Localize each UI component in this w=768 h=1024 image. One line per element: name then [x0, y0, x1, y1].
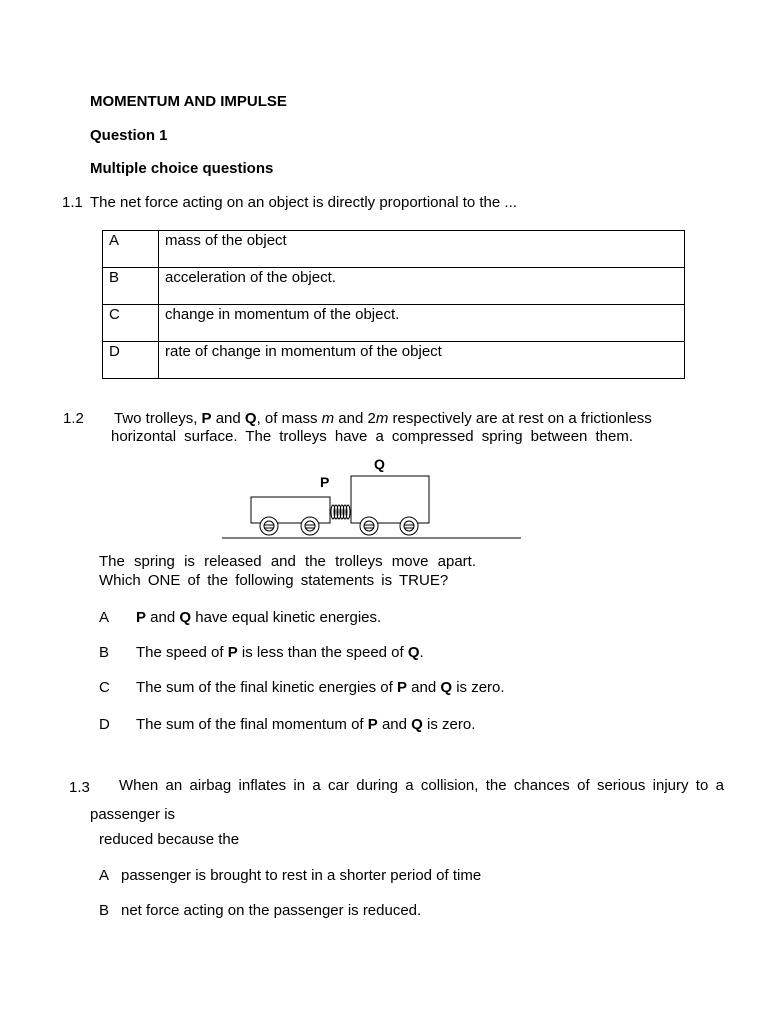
option-letter-a: A — [99, 867, 110, 884]
wheel — [260, 517, 278, 535]
option-text: acceleration of the object. — [159, 268, 685, 305]
option-text-a: passenger is brought to rest in a shorter period of time — [121, 867, 482, 884]
wheel — [360, 517, 378, 535]
question-number-1-1: 1.1 — [62, 194, 83, 211]
option-text-a: P and Q have equal kinetic energies. — [136, 609, 382, 626]
option-text-c: The sum of the final kinetic energies of P and Q is zero. — [136, 679, 505, 696]
option-row-a — [103, 231, 685, 268]
option-letter: A — [103, 231, 159, 268]
option-letter-c: C — [99, 679, 110, 696]
label-q: Q — [374, 456, 385, 472]
options-table-1-1 — [102, 230, 685, 379]
option-letter: B — [103, 268, 159, 305]
page-title: MOMENTUM AND IMPULSE — [90, 93, 287, 110]
option-letter-a: A — [99, 609, 110, 626]
question-stem-1-3-line3: reduced because the — [99, 831, 240, 848]
wheel — [400, 517, 418, 535]
question-number-1-3: 1.3 — [69, 779, 90, 796]
option-letter-d: D — [99, 716, 110, 733]
question-1-2-after-line2: Which ONE of the following statements is TRUE? — [99, 572, 449, 589]
option-text: change in momentum of the object. — [159, 305, 685, 342]
question-1-2-after-line1: The spring is released and the trolleys move apart. — [99, 553, 476, 570]
question-number-1-2: 1.2 — [63, 410, 84, 427]
question-stem-1-3-line2: passenger is — [90, 806, 176, 823]
question-heading: Question 1 — [90, 127, 168, 144]
option-letter-b: B — [99, 902, 110, 919]
option-row-c — [103, 305, 685, 342]
option-text: rate of change in momentum of the object — [159, 342, 685, 379]
option-letter: C — [103, 305, 159, 342]
option-letter: D — [103, 342, 159, 379]
question-stem-1-2-line2: horizontal surface. The trolleys have a compressed spring between them. — [111, 428, 633, 445]
question-stem-1-1: The net force acting on an object is directly proportional to the ... — [90, 194, 517, 211]
wheel — [301, 517, 319, 535]
option-text: mass of the object — [159, 231, 685, 268]
question-stem-1-3-line1: When an airbag inflates in a car during a collision, the chances of serious injury to a — [119, 777, 724, 794]
section-heading: Multiple choice questions — [90, 160, 274, 177]
option-row-b — [103, 268, 685, 305]
trolley-diagram — [220, 452, 525, 544]
option-text-b: The speed of P is less than the speed of Q. — [136, 644, 424, 661]
spring — [331, 505, 350, 519]
option-row-d — [103, 342, 685, 379]
trolley-q-body — [351, 476, 429, 523]
label-p: P — [320, 474, 330, 490]
option-text-b: net force acting on the passenger is reduced. — [121, 902, 422, 919]
option-text-d: The sum of the final momentum of P and Q is zero. — [136, 716, 476, 733]
question-stem-1-2-line1: Two trolleys, P and Q, of mass m and 2m respectively are at rest on a frictionless — [114, 410, 652, 427]
option-letter-b: B — [99, 644, 110, 661]
